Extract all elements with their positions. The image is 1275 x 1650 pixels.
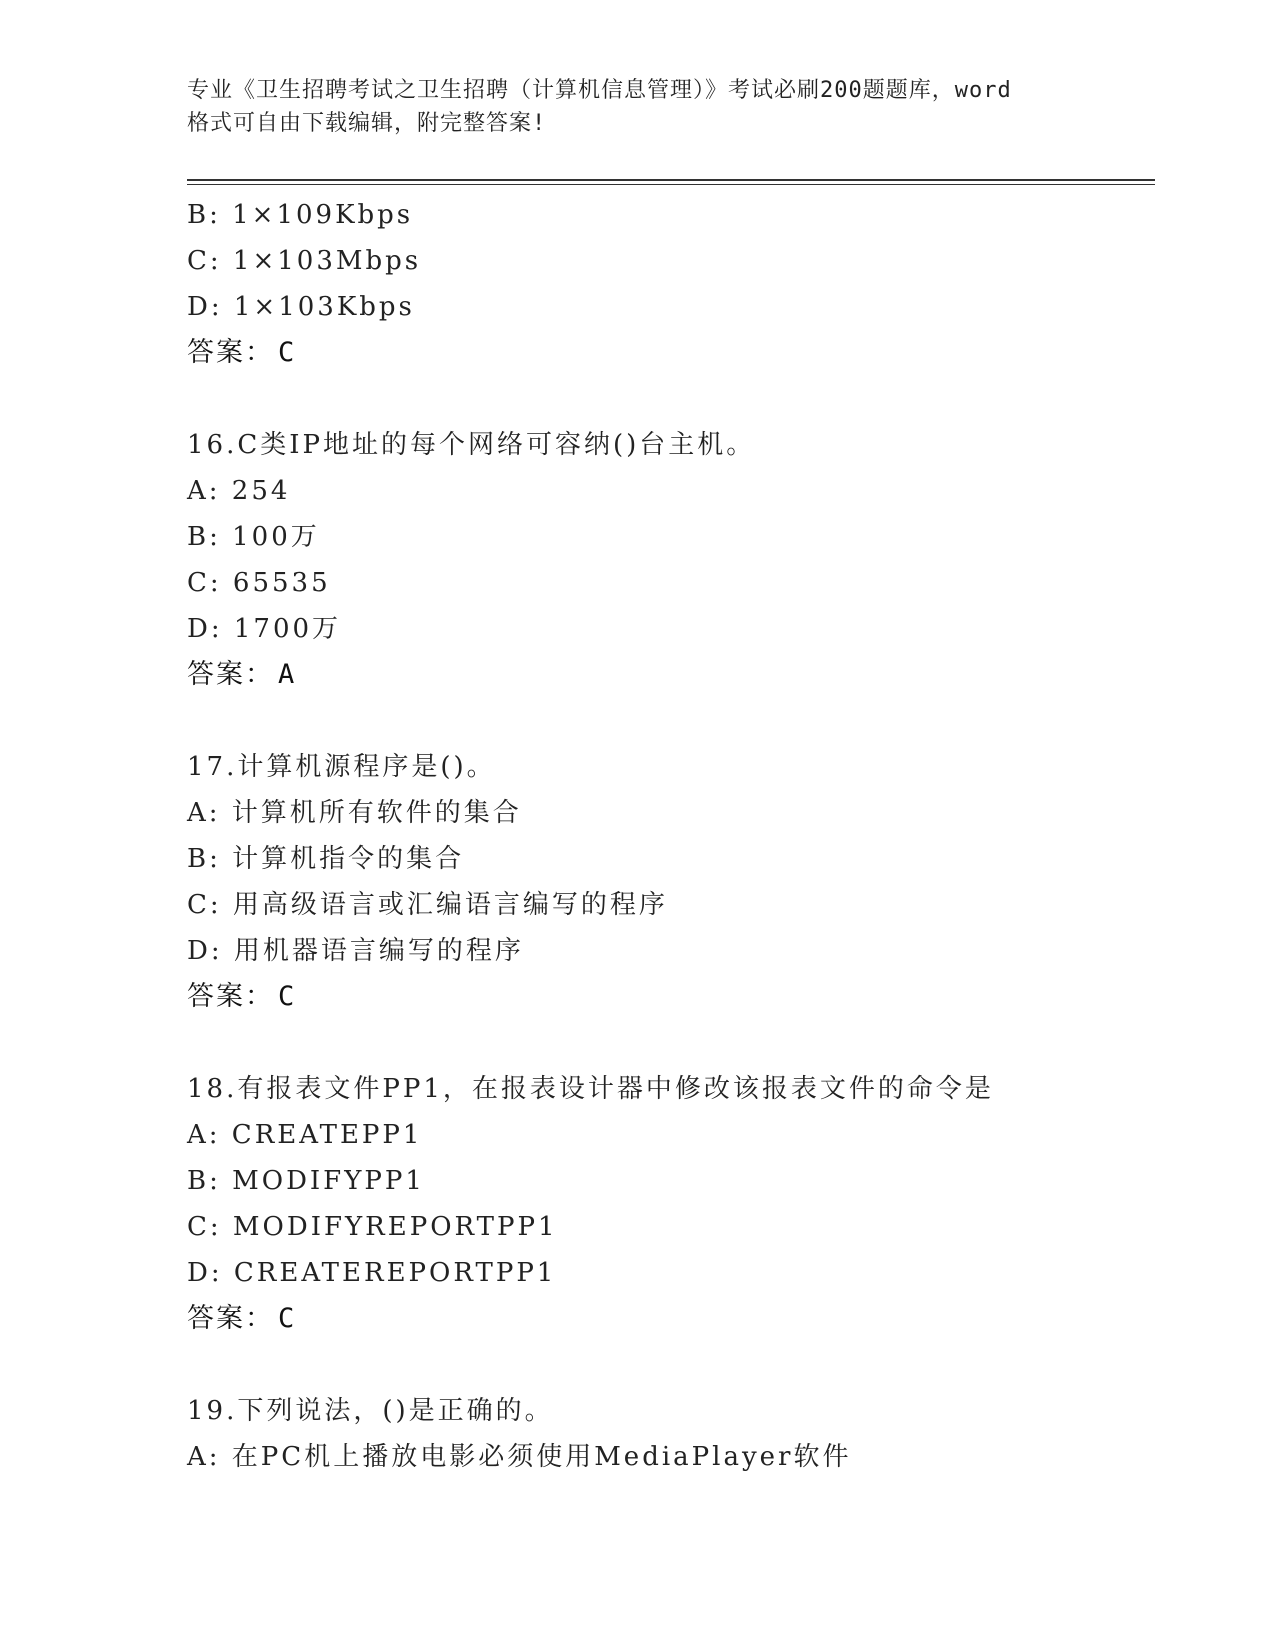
answer-value: C xyxy=(278,1303,295,1334)
question-15-continued xyxy=(187,192,1155,376)
option-d: D: 1700万 xyxy=(187,614,342,644)
option-b: B: 1×109Kbps xyxy=(187,200,414,230)
header-line-2: 格式可自由下载编辑，附完整答案! xyxy=(187,111,547,136)
option-c: C: MODIFYREPORTPP1 xyxy=(187,1212,558,1242)
answer-label: 答案： xyxy=(187,981,274,1012)
answer-line xyxy=(187,330,1155,376)
answer-line xyxy=(187,974,1155,1020)
option-d: D: 用机器语言编写的程序 xyxy=(187,936,524,966)
option-b: B: 100万 xyxy=(187,522,320,552)
answer-label: 答案： xyxy=(187,1303,274,1334)
option-a: A: 计算机所有软件的集合 xyxy=(187,798,522,828)
answer-value: A xyxy=(278,659,295,690)
option-c: C: 65535 xyxy=(187,568,331,598)
answer-line xyxy=(187,652,1155,698)
answer-label: 答案： xyxy=(187,659,274,690)
option-a: A: 在PC机上播放电影必须使用MediaPlayer软件 xyxy=(187,1442,852,1472)
document-body xyxy=(187,192,1155,1480)
answer-value: C xyxy=(278,981,295,1012)
question-19 xyxy=(187,1388,1155,1480)
question-18 xyxy=(187,1066,1155,1342)
option-d: D: 1×103Kbps xyxy=(187,292,415,322)
option-b: B: MODIFYPP1 xyxy=(187,1166,425,1196)
question-stem: 16.C类IP地址的每个网络可容纳()台主机。 xyxy=(187,430,756,460)
option-c: C: 用高级语言或汇编语言编写的程序 xyxy=(187,890,668,920)
question-stem: 19.下列说法，()是正确的。 xyxy=(187,1396,554,1426)
answer-label: 答案： xyxy=(187,337,274,368)
question-17 xyxy=(187,744,1155,1020)
option-a: A: CREATEPP1 xyxy=(187,1120,423,1150)
document-header xyxy=(187,74,1087,140)
question-stem: 17.计算机源程序是()。 xyxy=(187,752,496,782)
question-stem: 18.有报表文件PP1，在报表设计器中修改该报表文件的命令是 xyxy=(187,1074,994,1104)
option-b: B: 计算机指令的集合 xyxy=(187,844,465,874)
header-line-1: 专业《卫生招聘考试之卫生招聘（计算机信息管理）》考试必刷200题题库，word xyxy=(187,78,1012,103)
question-16 xyxy=(187,422,1155,698)
header-divider-thin xyxy=(187,184,1155,185)
header-divider-thick xyxy=(187,179,1155,181)
option-a: A: 254 xyxy=(187,476,291,506)
answer-value: C xyxy=(278,337,295,368)
option-c: C: 1×103Mbps xyxy=(187,246,422,276)
answer-line xyxy=(187,1296,1155,1342)
option-d: D: CREATEREPORTPP1 xyxy=(187,1258,557,1288)
